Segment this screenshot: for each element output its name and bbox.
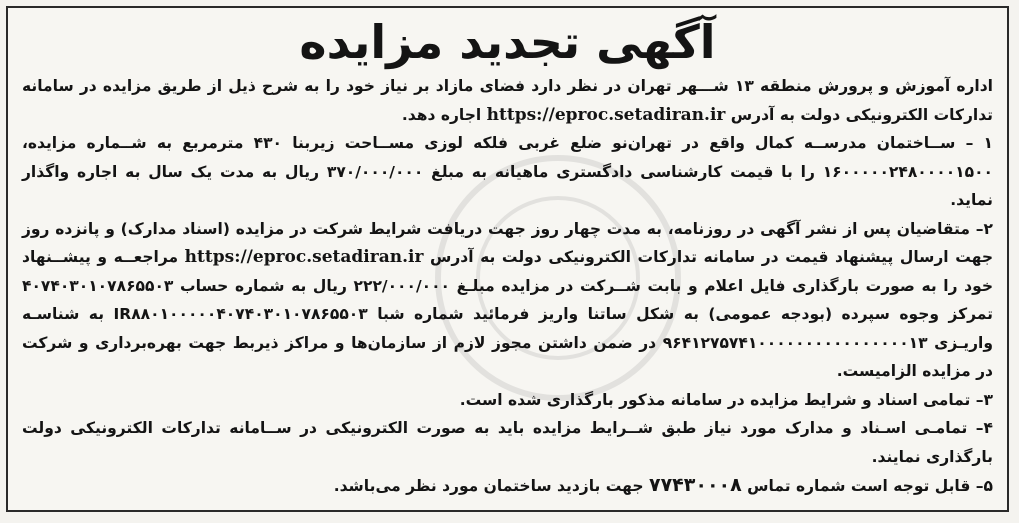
- item-3: ۳– تمامی اسناد و شرایط مزایده در سامانه مذکور بارگذاری شده است.: [459, 390, 993, 409]
- item-5: [22, 471, 993, 501]
- organization-name: اداره آموزش و پرورش منطقه ۱۳ شـــهر تهران: [627, 77, 993, 95]
- notice-title: آگهی تجدید مزایده: [299, 15, 716, 69]
- intro-text-1: در نظر دارد فضای مازاد بر نیاز خود را به شرح ذیل از طریق مزایده در سامانه تدارکات الکترونیکی دولت به آدرس: [22, 77, 993, 124]
- notice-body: [22, 72, 993, 501]
- contact-phone: ۷۷۴۳۰۰۰۸: [648, 474, 742, 496]
- intro-text-2: اجاره دهد.: [401, 105, 487, 124]
- item-5-text-1: ۵– قابل توجه است شماره تماس: [741, 477, 993, 495]
- item-2: [22, 215, 993, 386]
- item-4: ۴– تمامـی اسـناد و مدارک مورد نیاز طبق شــرایط مزایده باید به صورت الکترونیکی در ســامانه تدارکات الکترونیکی دولت بارگذاری نمایند.: [22, 419, 993, 466]
- item-2-text-1: ۲– متقاضیان پس از نشر آگهی در روزنامه، به مدت چهار روز جهت دریافت شرایط شرکت در مزایده (اسناد مدارک) و پانزده روز جهت ارسال پیشنهاد قیمت در سامانه تدارکات الکترونیکی دولت به آدرس: [22, 219, 994, 266]
- portal-url[interactable]: https://eproc.setadiran.ir: [486, 104, 726, 125]
- item-1: ۱ – ســاختمان مدرســه کمال واقع در تهران‌نو ضلع غربی فلکه لوزی مســاحت زیربنا ۴۳۰ مترمربع به شــماره مزایده، ۱۶۰۰۰۰۰۲۴۸۰۰۰۰۱۵۰۰ را با قیمت کارشناسی دادگستری ماهیانه به مبلغ ۳۷۰/۰۰۰/۰۰۰ ریال به مدت یک سال به اجاره واگذار نماید.: [22, 134, 993, 209]
- portal-url-2[interactable]: https://eproc.setadiran.ir: [184, 247, 424, 267]
- notice-frame: [6, 6, 1009, 512]
- item-5-text-2: جهت بازدید ساختمان مورد نظر می‌باشد.: [333, 477, 649, 495]
- item-2-text-2: مراجعــه و پیشــنهاد خود را به صورت بارگذاری فایل اعلام و بابت شــرکت در مزایده مبلـغ ۲۲۲/۰۰۰/۰۰۰ ریال به شماره حساب ۴۰۷۴۰۳۰۱۰۷۸۶۵۵۰۳ تمرکز وجوه سپرده (بودجه عمومی) به شکل ساتنا واریز فرمائید شماره شبا IR۸۸۰۱۰۰۰۰۰۴۰۷۴۰۳۰۱۰۷۸۶۵۵۰۳ به شناسـه واریـزی ۹۶۴۱۲۷۵۷۴۱۰۰۰۰۰۰۰۰۰۰۰۰۰۰۰۰۱۳ در ضمن داشتن مجوز لازم از سازمان‌ها و مراکز ذیربط جهت بهره‌برداری و شرکت در مزایده الزامیست.: [22, 248, 993, 380]
- intro-paragraph: [22, 72, 993, 129]
